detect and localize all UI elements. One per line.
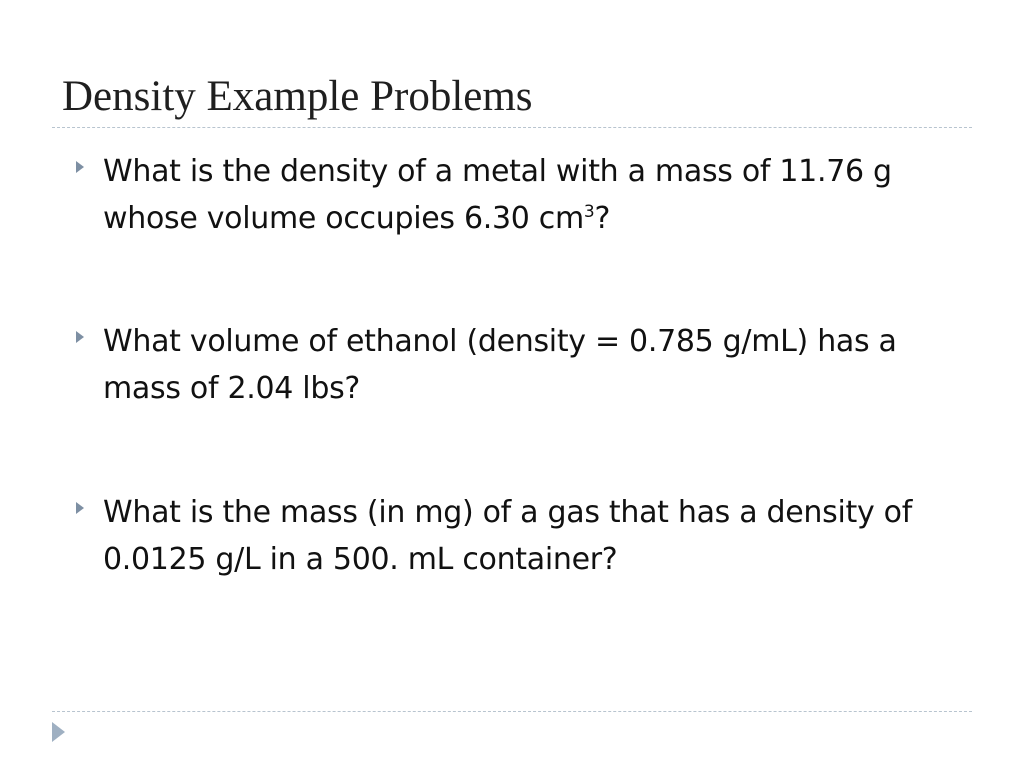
bullet-text-main: What is the density of a metal with a mass of 11.76 g whose volume occupies 6.30 cm: [103, 154, 892, 236]
slide-title: Density Example Problems: [62, 73, 533, 120]
triangle-right-icon: [76, 502, 84, 514]
superscript-text: 3: [583, 202, 595, 222]
bullet-text: What volume of ethanol (density = 0.785 g/mL) has a mass of 2.04 lbs?: [103, 324, 897, 406]
triangle-right-icon: [76, 331, 84, 343]
footer-divider: [52, 711, 972, 712]
bullet-text: [103, 148, 956, 242]
bullet-text: What is the mass (in mg) of a gas that has a density of 0.0125 g/L in a 500. mL container?: [103, 495, 912, 577]
triangle-right-icon: [76, 161, 84, 173]
bullet-item: [76, 489, 956, 583]
bullet-text-end: ?: [594, 201, 611, 236]
bullet-item: [76, 318, 956, 412]
next-slide-arrow-icon[interactable]: [52, 722, 65, 742]
bullet-item: [76, 148, 956, 242]
